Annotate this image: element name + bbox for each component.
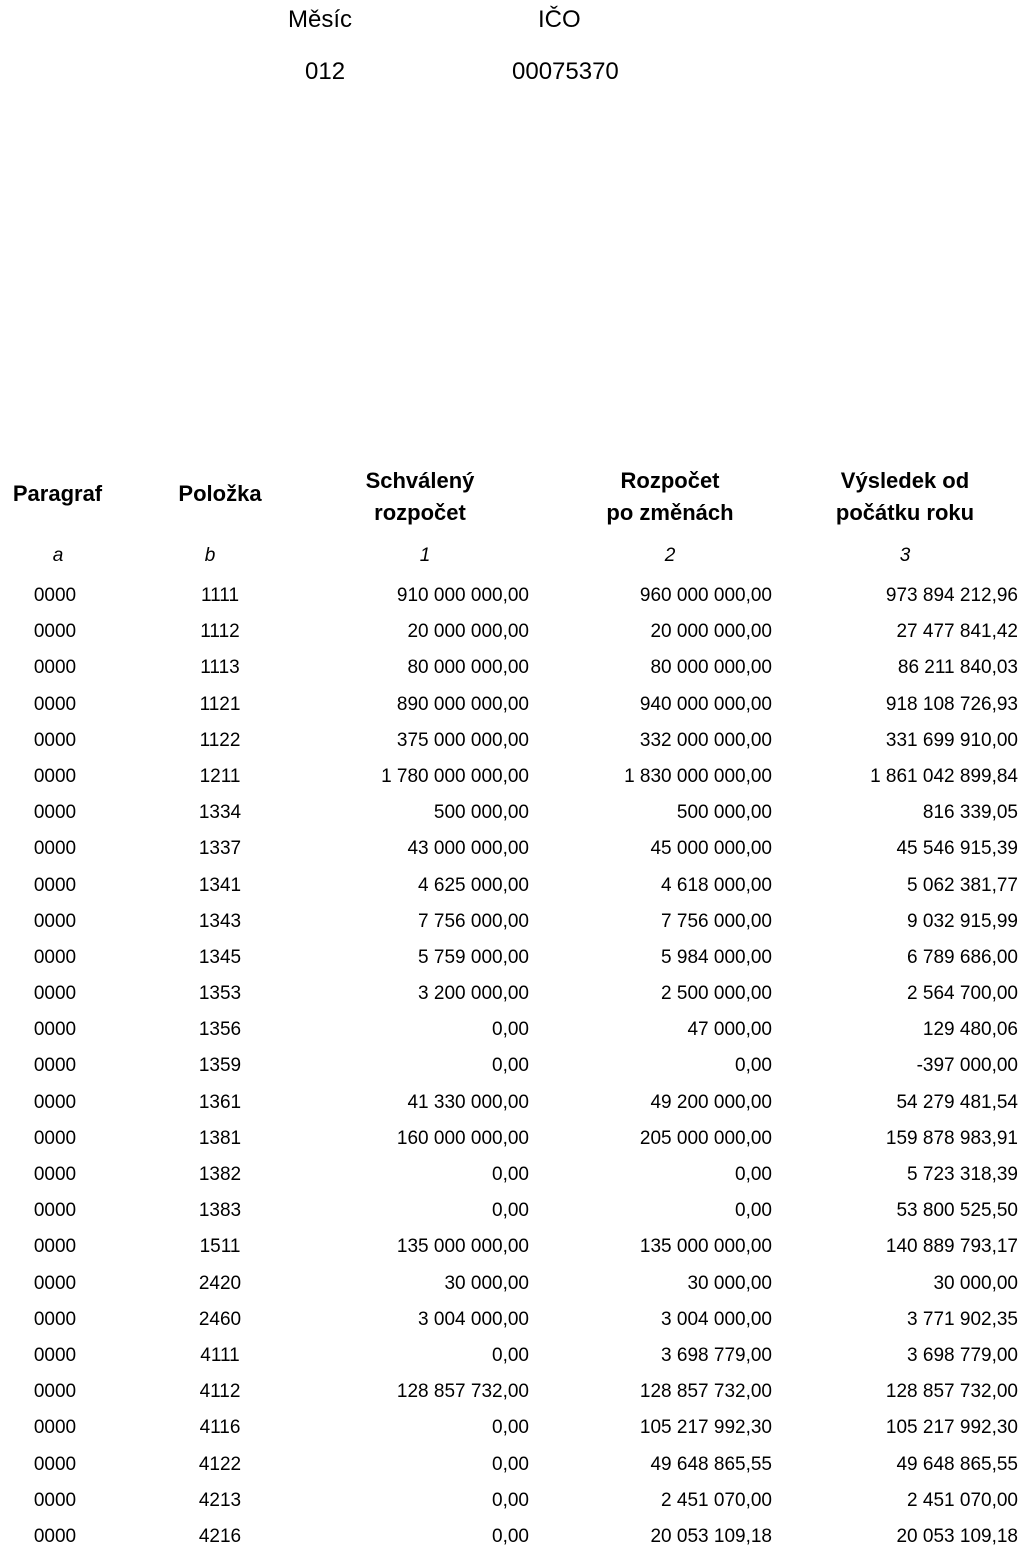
- table-row: [0, 727, 1024, 763]
- vysledek-cell: 140 889 793,17: [885, 1236, 1018, 1258]
- polozka-cell: 4112: [199, 1381, 241, 1403]
- schvaleny-rozpocet-cell: 41 330 000,00: [407, 1091, 529, 1113]
- polozka-cell: 1343: [198, 910, 242, 932]
- header-vysledek: [805, 465, 1005, 529]
- rozpocet-po-zmenach-cell: 135 000 000,00: [639, 1236, 772, 1258]
- vysledek-cell: 54 279 481,54: [896, 1091, 1018, 1113]
- vysledek-cell: 3 771 902,35: [907, 1308, 1018, 1330]
- paragraf-cell: 0000: [33, 1453, 77, 1475]
- schvaleny-rozpocet-cell: 1 780 000 000,00: [381, 765, 529, 787]
- column-index-b: b: [204, 545, 216, 566]
- schvaleny-rozpocet-cell: 0,00: [492, 1489, 529, 1511]
- rozpocet-po-zmenach-cell: 49 200 000,00: [650, 1091, 772, 1113]
- rozpocet-po-zmenach-cell: 0,00: [735, 1164, 772, 1185]
- table-row: [0, 944, 1024, 980]
- table-row: [0, 1161, 1024, 1197]
- polozka-cell: 1345: [198, 946, 242, 968]
- table-row: [0, 691, 1024, 727]
- schvaleny-rozpocet-cell: 5 759 000,00: [418, 946, 529, 968]
- polozka-cell: 1356: [198, 1019, 242, 1041]
- rozpocet-po-zmenach-cell: 0,00: [735, 1055, 772, 1077]
- schvaleny-rozpocet-cell: 135 000 000,00: [396, 1236, 529, 1258]
- paragraf-cell: 0000: [33, 657, 77, 679]
- paragraf-cell: 0000: [33, 802, 77, 824]
- vysledek-cell: 53 800 525,50: [896, 1200, 1018, 1222]
- table-row: [0, 618, 1024, 654]
- paragraf-cell: 0000: [33, 729, 77, 751]
- polozka-cell: 1111: [200, 585, 240, 606]
- table-row: [0, 1016, 1024, 1052]
- rozpocet-po-zmenach-cell: 2 500 000,00: [661, 983, 772, 1005]
- rozpocet-po-zmenach-cell: 940 000 000,00: [639, 693, 772, 715]
- schvaleny-rozpocet-cell: 0,00: [492, 1344, 529, 1366]
- table-row: [0, 908, 1024, 944]
- schvaleny-rozpocet-cell: 0,00: [492, 1055, 529, 1077]
- vysledek-cell: 6 789 686,00: [907, 946, 1018, 968]
- vysledek-cell: 27 477 841,42: [896, 621, 1018, 643]
- header-vysledek-line2: počátku roku: [835, 500, 975, 525]
- rozpocet-po-zmenach-cell: 960 000 000,00: [639, 585, 772, 606]
- polozka-cell: 1383: [198, 1200, 242, 1222]
- polozka-cell: 1381: [198, 1127, 242, 1149]
- table-row: [0, 1233, 1024, 1269]
- vysledek-cell: 45 546 915,39: [896, 838, 1018, 860]
- table-row: [0, 1487, 1024, 1523]
- rozpocet-po-zmenach-cell: 128 857 732,00: [639, 1381, 772, 1403]
- vysledek-cell: 5 062 381,77: [907, 874, 1018, 896]
- paragraf-cell: 0000: [33, 1091, 77, 1113]
- schvaleny-rozpocet-cell: 0,00: [492, 1164, 529, 1185]
- schvaleny-rozpocet-cell: 0,00: [492, 1019, 529, 1041]
- rozpocet-po-zmenach-cell: 105 217 992,30: [639, 1417, 772, 1439]
- column-index-1: 1: [419, 545, 431, 566]
- rozpocet-po-zmenach-cell: 3 004 000,00: [661, 1308, 772, 1330]
- table-row: [0, 1342, 1024, 1378]
- polozka-cell: 1334: [198, 802, 242, 824]
- header-polozka: Položka: [178, 481, 262, 506]
- paragraf-cell: 0000: [33, 1019, 77, 1041]
- polozka-cell: 1122: [199, 729, 241, 751]
- rozpocet-po-zmenach-cell: 332 000 000,00: [639, 729, 772, 751]
- polozka-cell: 1337: [198, 838, 242, 860]
- polozka-cell: 1341: [198, 874, 242, 896]
- polozka-cell: 1361: [198, 1091, 242, 1113]
- paragraf-cell: 0000: [33, 693, 77, 715]
- paragraf-cell: 0000: [33, 1381, 77, 1403]
- table-row: [0, 799, 1024, 835]
- vysledek-cell: 129 480,06: [922, 1019, 1018, 1041]
- rozpocet-po-zmenach-cell: 5 984 000,00: [661, 946, 772, 968]
- column-index-a: a: [52, 545, 64, 566]
- table-row: [0, 1125, 1024, 1161]
- schvaleny-rozpocet-cell: 20 000 000,00: [407, 621, 529, 643]
- polozka-cell: 1353: [198, 983, 242, 1005]
- rozpocet-po-zmenach-cell: 30 000,00: [687, 1272, 772, 1294]
- schvaleny-rozpocet-cell: 43 000 000,00: [407, 838, 529, 860]
- schvaleny-rozpocet-cell: 30 000,00: [444, 1272, 529, 1294]
- table-row: [0, 763, 1024, 799]
- schvaleny-rozpocet-cell: 3 200 000,00: [418, 983, 529, 1005]
- vysledek-cell: 816 339,05: [922, 802, 1018, 824]
- table-row: [0, 582, 1024, 618]
- table-row: [0, 1052, 1024, 1088]
- table-row: [0, 1306, 1024, 1342]
- polozka-cell: 2460: [198, 1308, 242, 1330]
- table-row: [0, 872, 1024, 908]
- vysledek-cell: 128 857 732,00: [885, 1381, 1018, 1403]
- table-row: [0, 1089, 1024, 1125]
- schvaleny-rozpocet-cell: 128 857 732,00: [396, 1381, 529, 1403]
- month-label: Měsíc: [288, 6, 353, 33]
- rozpocet-po-zmenach-cell: 7 756 000,00: [661, 910, 772, 932]
- polozka-cell: 1359: [198, 1055, 242, 1077]
- table-row: [0, 980, 1024, 1016]
- rozpocet-po-zmenach-cell: 500 000,00: [676, 802, 772, 824]
- header-zmeny-line1: Rozpočet: [620, 468, 720, 493]
- paragraf-cell: 0000: [33, 910, 77, 932]
- rozpocet-po-zmenach-cell: 1 830 000 000,00: [624, 765, 772, 787]
- vysledek-cell: 86 211 840,03: [897, 657, 1018, 679]
- schvaleny-rozpocet-cell: 0,00: [492, 1200, 529, 1222]
- header-schvaleny-line2: rozpočet: [374, 500, 466, 525]
- polozka-cell: 1121: [199, 693, 241, 715]
- column-index-3: 3: [899, 545, 911, 566]
- schvaleny-rozpocet-cell: 375 000 000,00: [396, 729, 529, 751]
- rozpocet-po-zmenach-cell: 3 698 779,00: [661, 1344, 772, 1366]
- table-row: [0, 1414, 1024, 1450]
- schvaleny-rozpocet-cell: 500 000,00: [433, 802, 529, 824]
- rozpocet-po-zmenach-cell: 20 000 000,00: [650, 621, 772, 643]
- vysledek-cell: -397 000,00: [916, 1055, 1018, 1077]
- table-row: [0, 654, 1024, 690]
- vysledek-cell: 49 648 865,55: [896, 1453, 1018, 1475]
- table-row: [0, 1197, 1024, 1233]
- header-schvaleny-rozpocet: [335, 465, 505, 529]
- schvaleny-rozpocet-cell: 80 000 000,00: [407, 657, 529, 679]
- polozka-cell: 4216: [198, 1525, 242, 1547]
- schvaleny-rozpocet-cell: 7 756 000,00: [418, 910, 529, 932]
- schvaleny-rozpocet-cell: 890 000 000,00: [396, 693, 529, 715]
- paragraf-cell: 0000: [33, 946, 77, 968]
- month-value: 012: [305, 58, 346, 85]
- paragraf-cell: 0000: [33, 1489, 77, 1511]
- rozpocet-po-zmenach-cell: 45 000 000,00: [650, 838, 772, 860]
- paragraf-cell: 0000: [33, 1164, 77, 1185]
- schvaleny-rozpocet-cell: 3 004 000,00: [418, 1308, 529, 1330]
- paragraf-cell: 0000: [33, 874, 77, 896]
- header-rozpocet-po-zmenach: [575, 465, 765, 529]
- schvaleny-rozpocet-cell: 910 000 000,00: [396, 585, 529, 606]
- polozka-cell: 1211: [199, 765, 241, 787]
- vysledek-cell: 105 217 992,30: [885, 1417, 1018, 1439]
- polozka-cell: 1511: [199, 1236, 241, 1258]
- polozka-cell: 1112: [200, 621, 240, 643]
- schvaleny-rozpocet-cell: 0,00: [492, 1417, 529, 1439]
- polozka-cell: 4122: [198, 1453, 242, 1475]
- paragraf-cell: 0000: [33, 1272, 77, 1294]
- vysledek-cell: 918 108 726,93: [885, 693, 1018, 715]
- paragraf-cell: 0000: [33, 1236, 77, 1258]
- table-row: [0, 1378, 1024, 1414]
- rozpocet-po-zmenach-cell: 205 000 000,00: [639, 1127, 772, 1149]
- vysledek-cell: 5 723 318,39: [907, 1164, 1018, 1185]
- table-row: [0, 1523, 1024, 1559]
- paragraf-cell: 0000: [33, 983, 77, 1005]
- vysledek-cell: 3 698 779,00: [907, 1344, 1018, 1366]
- polozka-cell: 4116: [199, 1417, 241, 1439]
- ico-label: IČO: [538, 6, 581, 33]
- header-vysledek-line1: Výsledek od: [840, 468, 970, 493]
- paragraf-cell: 0000: [33, 585, 77, 606]
- schvaleny-rozpocet-cell: 160 000 000,00: [396, 1127, 529, 1149]
- vysledek-cell: 20 053 109,18: [896, 1525, 1018, 1547]
- schvaleny-rozpocet-cell: 0,00: [492, 1525, 529, 1547]
- header-schvaleny-line1: Schválený: [365, 468, 475, 493]
- vysledek-cell: 159 878 983,91: [885, 1127, 1018, 1149]
- schvaleny-rozpocet-cell: 0,00: [492, 1453, 529, 1475]
- vysledek-cell: 30 000,00: [933, 1272, 1018, 1294]
- table-row: [0, 1451, 1024, 1487]
- rozpocet-po-zmenach-cell: 80 000 000,00: [650, 657, 772, 679]
- polozka-cell: 2420: [198, 1272, 242, 1294]
- rozpocet-po-zmenach-cell: 47 000,00: [687, 1019, 772, 1041]
- polozka-cell: 1113: [200, 657, 240, 679]
- rozpocet-po-zmenach-cell: 4 618 000,00: [661, 874, 772, 896]
- vysledek-cell: 1 861 042 899,84: [870, 765, 1018, 787]
- paragraf-cell: 0000: [33, 1308, 77, 1330]
- header-paragraf: Paragraf: [12, 481, 103, 506]
- rozpocet-po-zmenach-cell: 49 648 865,55: [650, 1453, 772, 1475]
- ico-value: 00075370: [512, 58, 619, 85]
- rozpocet-po-zmenach-cell: 2 451 070,00: [661, 1489, 772, 1511]
- paragraf-cell: 0000: [33, 1417, 77, 1439]
- header-zmeny-line2: po změnách: [606, 500, 734, 525]
- column-index-2: 2: [664, 545, 676, 566]
- vysledek-cell: 973 894 212,96: [885, 585, 1018, 606]
- table-row: [0, 1270, 1024, 1306]
- paragraf-cell: 0000: [33, 1127, 77, 1149]
- polozka-cell: 4213: [198, 1489, 242, 1511]
- polozka-cell: 1382: [198, 1164, 242, 1185]
- paragraf-cell: 0000: [33, 765, 77, 787]
- paragraf-cell: 0000: [33, 1344, 77, 1366]
- table-row: [0, 835, 1024, 871]
- paragraf-cell: 0000: [33, 838, 77, 860]
- vysledek-cell: 2 564 700,00: [907, 983, 1018, 1005]
- vysledek-cell: 331 699 910,00: [885, 729, 1018, 751]
- rozpocet-po-zmenach-cell: 0,00: [735, 1200, 772, 1222]
- paragraf-cell: 0000: [33, 621, 77, 643]
- paragraf-cell: 0000: [33, 1200, 77, 1222]
- schvaleny-rozpocet-cell: 4 625 000,00: [418, 874, 529, 896]
- vysledek-cell: 2 451 070,00: [907, 1489, 1018, 1511]
- budget-table-body: [0, 582, 1024, 1559]
- vysledek-cell: 9 032 915,99: [907, 910, 1018, 932]
- paragraf-cell: 0000: [33, 1055, 77, 1077]
- polozka-cell: 4111: [200, 1344, 240, 1366]
- paragraf-cell: 0000: [33, 1525, 77, 1547]
- rozpocet-po-zmenach-cell: 20 053 109,18: [650, 1525, 772, 1547]
